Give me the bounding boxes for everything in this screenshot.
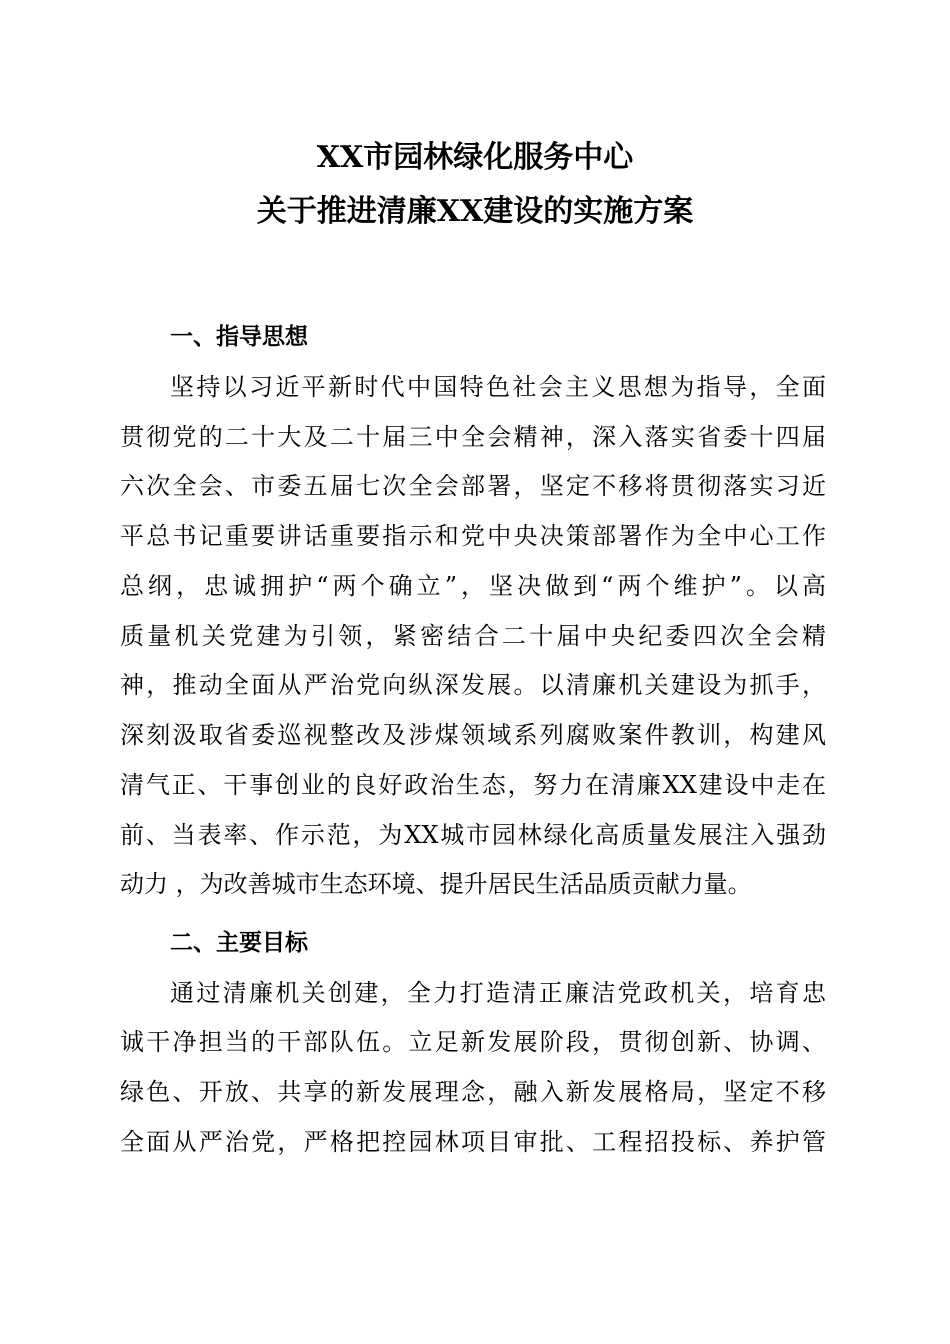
paragraph-line: 坚持以习近平新时代中国特色社会主义思想为指导，全面 xyxy=(170,373,826,401)
paragraph-line: 平总书记重要讲话重要指示和党中央决策部署作为全中心工作 xyxy=(120,522,826,550)
paragraph-line: 诚干净担当的干部队伍。立足新发展阶段，贯彻创新、协调、 xyxy=(120,1028,826,1056)
paragraph-line: 贯彻党的二十大及二十届三中全会精神，深入落实省委十四届 xyxy=(120,423,826,451)
paragraph-line: 动力 ，为改善城市生态环境、提升居民生活品质贡献力量。 xyxy=(120,870,752,898)
paragraph-line: 深刻汲取省委巡视整改及涉煤领域系列腐败案件教训，构建风 xyxy=(120,721,826,749)
document-title-line-1: XX市园林绿化服务中心 xyxy=(316,140,634,175)
document-title-line-2: 关于推进清廉XX建设的实施方案 xyxy=(256,194,694,229)
section-heading-guiding-ideology: 一、指导思想 xyxy=(170,324,308,350)
paragraph-line: 绿色、开放、共享的新发展理念，融入新发展格局，坚定不移 xyxy=(120,1078,826,1106)
paragraph-line: 总纲，忠诚拥护“两个确立”，坚决做到“两个维护”。以高 xyxy=(120,572,826,600)
paragraph-line: 清气正、干事创业的良好政治生态，努力在清廉XX建设中走在 xyxy=(120,771,826,799)
paragraph-line: 神，推动全面从严治党向纵深发展。以清廉机关建设为抓手， xyxy=(120,671,826,699)
section-heading-main-goals: 二、主要目标 xyxy=(170,930,308,956)
paragraph-line: 质量机关党建为引领，紧密结合二十届中央纪委四次全会精 xyxy=(120,622,826,650)
paragraph-line: 全面从严治党，严格把控园林项目审批、工程招投标、养护管 xyxy=(120,1128,826,1156)
paragraph-line: 通过清廉机关创建，全力打造清正廉洁党政机关，培育忠 xyxy=(170,979,826,1007)
paragraph-line: 六次全会、市委五届七次全会部署，坚定不移将贯彻落实习近 xyxy=(120,472,826,500)
paragraph-line: 前、当表率、作示范，为XX城市园林绿化高质量发展注入强劲 xyxy=(120,821,826,849)
